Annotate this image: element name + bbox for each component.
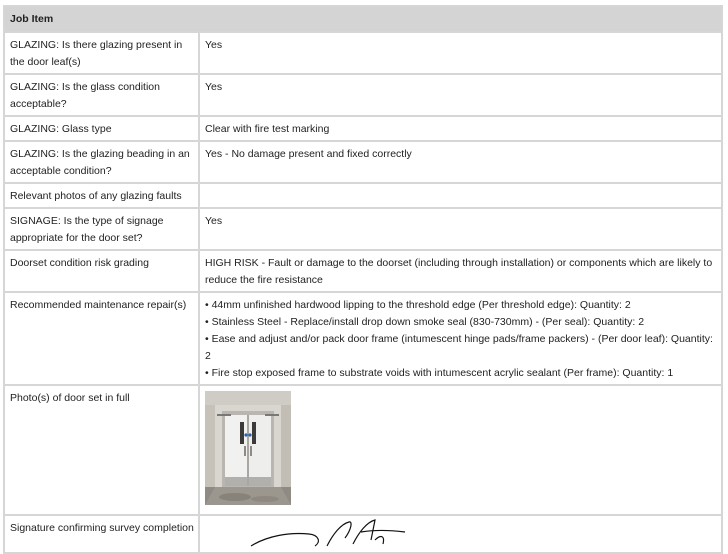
signature-image [249,518,409,548]
maintenance-item: • 44mm unfinished hardwood lipping to the threshold edge (Per threshold edge): Quantity: 2 [205,299,631,311]
photo-cell [200,386,721,514]
maintenance-item: • Stainless Steel - Replace/install drop down smoke seal (830-730mm) - (Per seal): Quantity: 2 [205,316,645,328]
row-label: GLAZING: Is the glass condition acceptable? [5,75,198,115]
row-label: Signature confirming survey completion [5,516,198,552]
table-row [5,117,721,140]
table-row [5,33,721,73]
table-row [5,251,721,291]
table-row [5,209,721,249]
row-label: Recommended maintenance repair(s) [5,293,198,384]
row-value: Yes [200,75,721,115]
job-item-table [3,5,723,554]
row-value: Clear with fire test marking [200,117,721,140]
maintenance-list [200,293,721,384]
table-row-maintenance [5,293,721,384]
table-header-row [5,7,721,31]
job-item-title: Job Item [5,7,721,31]
row-label: Photo(s) of door set in full [5,386,198,514]
job-item-panel [3,5,723,554]
row-value: Yes [200,33,721,73]
row-label: GLAZING: Is the glazing beading in an acceptable condition? [5,142,198,182]
row-label: Relevant photos of any glazing faults [5,184,198,207]
maintenance-item: • Fire stop exposed frame to substrate voids with intumescent acrylic sealant (Per frame): Quantity: 1 [205,367,674,379]
table-row-signature [5,516,721,552]
row-value: Yes - No damage present and fixed correctly [200,142,721,182]
row-label: SIGNAGE: Is the type of signage appropriate for the door set? [5,209,198,249]
row-value [200,184,721,207]
table-row [5,75,721,115]
door-set-photo[interactable] [205,391,291,505]
signature-cell [200,516,721,552]
table-row-photo [5,386,721,514]
table-row [5,184,721,207]
table-row [5,142,721,182]
row-value: HIGH RISK - Fault or damage to the doorset (including through installation) or components which are likely to reduce the fire resistance [200,251,721,291]
row-label: Doorset condition risk grading [5,251,198,291]
row-value: Yes [200,209,721,249]
maintenance-item: • Ease and adjust and/or pack door frame (intumescent hinge pads/frame packers) - (Per door leaf): Quantity: 2 [205,333,713,362]
row-label: GLAZING: Glass type [5,117,198,140]
row-label: GLAZING: Is there glazing present in the door leaf(s) [5,33,198,73]
